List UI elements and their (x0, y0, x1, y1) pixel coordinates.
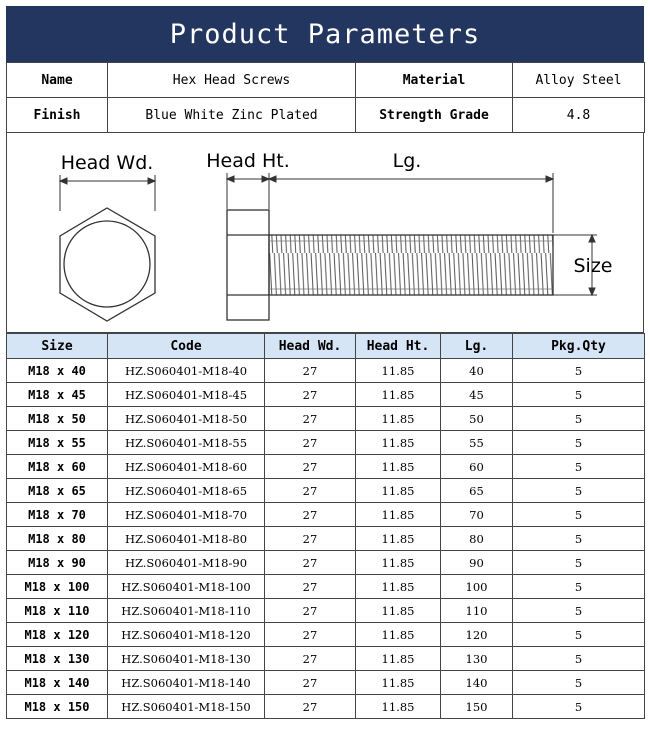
header-lg: Lg. (441, 334, 513, 359)
cell-pkg-qty: 5 (513, 407, 645, 431)
table-row (7, 647, 645, 671)
cell-head-wd: 27 (265, 647, 356, 671)
cell-size: M18 x 140 (7, 671, 108, 695)
cell-size: M18 x 65 (7, 479, 108, 503)
cell-lg: 45 (441, 383, 513, 407)
head-ht-dimension (227, 173, 269, 209)
hex-head-end-view (60, 208, 155, 321)
cell-code: HZ.S060401-M18-90 (108, 551, 265, 575)
cell-head-ht: 11.85 (356, 503, 441, 527)
cell-code: HZ.S060401-M18-70 (108, 503, 265, 527)
table-row (7, 695, 645, 719)
head-ht-label: Head Ht. (206, 150, 290, 172)
header-size: Size (7, 334, 108, 359)
table-row (7, 623, 645, 647)
cell-code: HZ.S060401-M18-50 (108, 407, 265, 431)
cell-head-wd: 27 (265, 551, 356, 575)
cell-code: HZ.S060401-M18-65 (108, 479, 265, 503)
table-row (7, 455, 645, 479)
name-label: Name (7, 63, 108, 98)
cell-code: HZ.S060401-M18-60 (108, 455, 265, 479)
cell-pkg-qty: 5 (513, 551, 645, 575)
cell-lg: 80 (441, 527, 513, 551)
hex-head-side-view (227, 210, 269, 320)
cell-lg: 100 (441, 575, 513, 599)
cell-code: HZ.S060401-M18-110 (108, 599, 265, 623)
info-table (6, 62, 645, 133)
cell-head-ht: 11.85 (356, 455, 441, 479)
header-head-ht: Head Ht. (356, 334, 441, 359)
cell-pkg-qty: 5 (513, 383, 645, 407)
cell-head-ht: 11.85 (356, 431, 441, 455)
lg-label: Lg. (392, 150, 422, 172)
cell-code: HZ.S060401-M18-40 (108, 359, 265, 383)
cell-pkg-qty: 5 (513, 575, 645, 599)
cell-head-wd: 27 (265, 695, 356, 719)
cell-head-ht: 11.85 (356, 359, 441, 383)
head-wd-label: Head Wd. (60, 152, 154, 174)
cell-pkg-qty: 5 (513, 455, 645, 479)
cell-size: M18 x 55 (7, 431, 108, 455)
cell-size: M18 x 110 (7, 599, 108, 623)
cell-size: M18 x 60 (7, 455, 108, 479)
name-value: Hex Head Screws (108, 63, 356, 98)
cell-head-wd: 27 (265, 383, 356, 407)
cell-pkg-qty: 5 (513, 695, 645, 719)
cell-head-ht: 11.85 (356, 551, 441, 575)
cell-head-wd: 27 (265, 599, 356, 623)
cell-size: M18 x 100 (7, 575, 108, 599)
cell-head-wd: 27 (265, 527, 356, 551)
cell-head-wd: 27 (265, 575, 356, 599)
table-row (7, 527, 645, 551)
head-wd-dimension (60, 175, 155, 211)
cell-lg: 130 (441, 647, 513, 671)
table-row (7, 407, 645, 431)
cell-code: HZ.S060401-M18-130 (108, 647, 265, 671)
cell-head-ht: 11.85 (356, 527, 441, 551)
cell-lg: 40 (441, 359, 513, 383)
cell-size: M18 x 130 (7, 647, 108, 671)
header-code: Code (108, 334, 265, 359)
table-row (7, 503, 645, 527)
cell-pkg-qty: 5 (513, 623, 645, 647)
cell-lg: 50 (441, 407, 513, 431)
strength-grade-value: 4.8 (513, 98, 645, 133)
product-sheet (6, 6, 644, 719)
cell-lg: 70 (441, 503, 513, 527)
cell-code: HZ.S060401-M18-100 (108, 575, 265, 599)
cell-head-ht: 11.85 (356, 623, 441, 647)
cell-pkg-qty: 5 (513, 503, 645, 527)
lg-dimension (269, 173, 553, 233)
table-row (7, 551, 645, 575)
cell-lg: 65 (441, 479, 513, 503)
cell-head-ht: 11.85 (356, 647, 441, 671)
cell-code: HZ.S060401-M18-80 (108, 527, 265, 551)
cell-head-wd: 27 (265, 503, 356, 527)
spec-body (7, 359, 645, 719)
cell-pkg-qty: 5 (513, 527, 645, 551)
cell-code: HZ.S060401-M18-55 (108, 431, 265, 455)
cell-head-ht: 11.85 (356, 383, 441, 407)
cell-size: M18 x 150 (7, 695, 108, 719)
cell-size: M18 x 90 (7, 551, 108, 575)
cell-head-ht: 11.85 (356, 407, 441, 431)
cell-code: HZ.S060401-M18-150 (108, 695, 265, 719)
threaded-shank (269, 235, 553, 295)
info-row-name (7, 63, 645, 98)
cell-pkg-qty: 5 (513, 647, 645, 671)
material-label: Material (356, 63, 513, 98)
cell-code: HZ.S060401-M18-140 (108, 671, 265, 695)
table-row (7, 431, 645, 455)
cell-head-wd: 27 (265, 431, 356, 455)
cell-lg: 90 (441, 551, 513, 575)
cell-pkg-qty: 5 (513, 671, 645, 695)
cell-head-ht: 11.85 (356, 479, 441, 503)
cell-size: M18 x 120 (7, 623, 108, 647)
spec-header-row (7, 334, 645, 359)
finish-value: Blue White Zinc Plated (108, 98, 356, 133)
strength-grade-label: Strength Grade (356, 98, 513, 133)
table-row (7, 479, 645, 503)
cell-lg: 55 (441, 431, 513, 455)
cell-pkg-qty: 5 (513, 359, 645, 383)
spec-table (6, 333, 645, 719)
cell-pkg-qty: 5 (513, 599, 645, 623)
cell-size: M18 x 80 (7, 527, 108, 551)
cell-size: M18 x 45 (7, 383, 108, 407)
table-row (7, 359, 645, 383)
header-head-wd: Head Wd. (265, 334, 356, 359)
cell-pkg-qty: 5 (513, 431, 645, 455)
cell-size: M18 x 70 (7, 503, 108, 527)
cell-head-wd: 27 (265, 455, 356, 479)
table-row (7, 671, 645, 695)
cell-pkg-qty: 5 (513, 479, 645, 503)
cell-size: M18 x 40 (7, 359, 108, 383)
cell-head-wd: 27 (265, 479, 356, 503)
cell-head-ht: 11.85 (356, 599, 441, 623)
cell-head-wd: 27 (265, 671, 356, 695)
cell-size: M18 x 50 (7, 407, 108, 431)
cell-lg: 110 (441, 599, 513, 623)
header-pkg-qty: Pkg.Qty (513, 334, 645, 359)
cell-head-ht: 11.85 (356, 575, 441, 599)
cell-head-ht: 11.85 (356, 695, 441, 719)
info-row-finish (7, 98, 645, 133)
screw-drawing (6, 133, 644, 333)
page-title: Product Parameters (6, 6, 644, 62)
cell-head-wd: 27 (265, 407, 356, 431)
screw-diagram (7, 133, 645, 333)
table-row (7, 599, 645, 623)
table-row (7, 575, 645, 599)
cell-lg: 140 (441, 671, 513, 695)
material-value: Alloy Steel (513, 63, 645, 98)
cell-lg: 60 (441, 455, 513, 479)
cell-code: HZ.S060401-M18-120 (108, 623, 265, 647)
cell-head-ht: 11.85 (356, 671, 441, 695)
finish-label: Finish (7, 98, 108, 133)
size-label: Size (573, 255, 613, 277)
cell-code: HZ.S060401-M18-45 (108, 383, 265, 407)
cell-head-wd: 27 (265, 623, 356, 647)
table-row (7, 383, 645, 407)
cell-head-wd: 27 (265, 359, 356, 383)
cell-lg: 120 (441, 623, 513, 647)
cell-lg: 150 (441, 695, 513, 719)
